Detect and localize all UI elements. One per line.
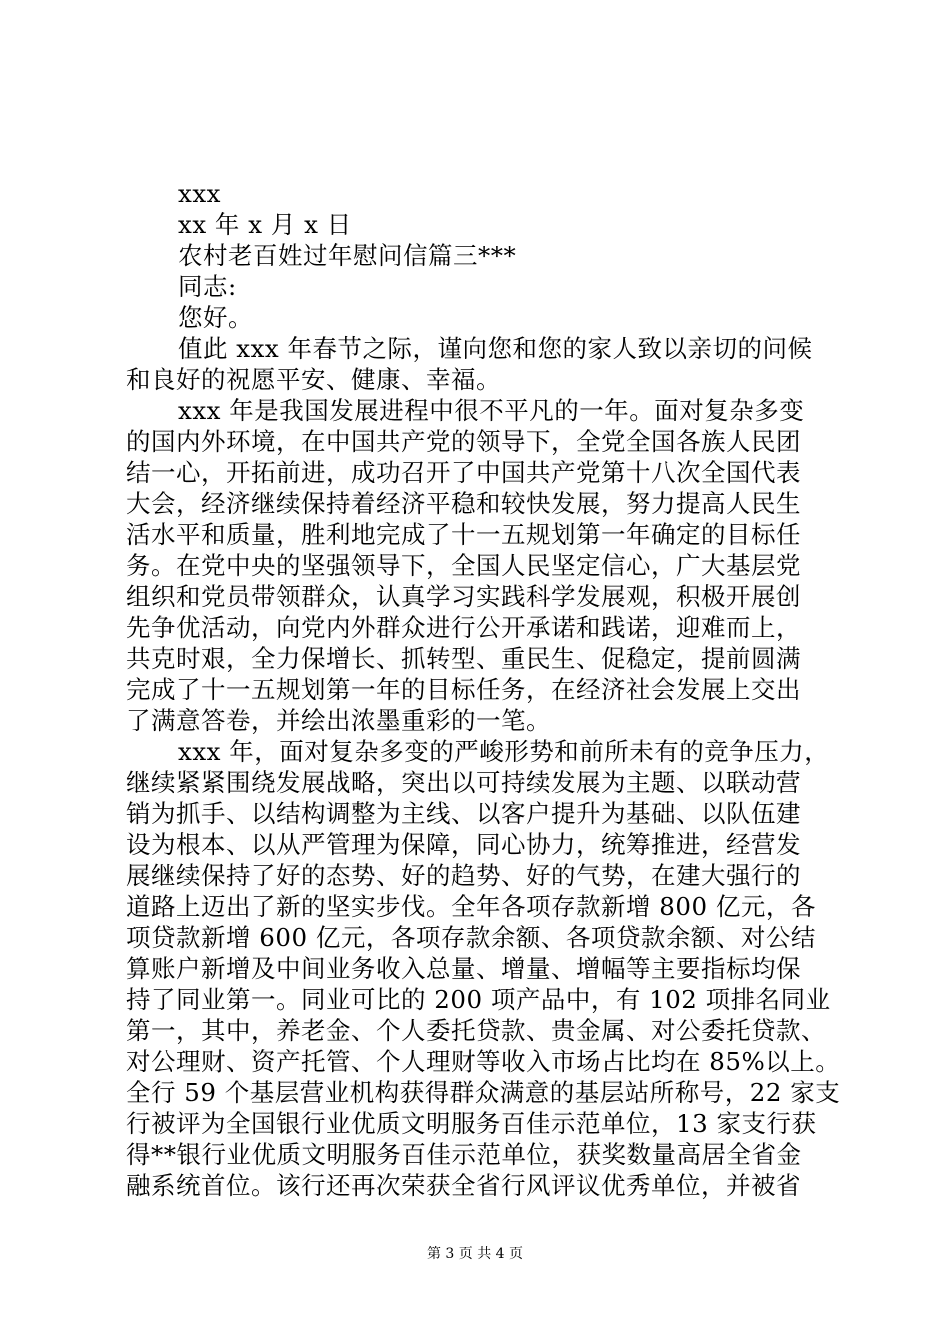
text-line: 项贷款新增 600 亿元，各项存款余额、各项贷款余额、对公结 xyxy=(126,923,816,952)
paragraph-2 xyxy=(126,395,856,736)
text-line: 和良好的祝愿平安、健康、幸福。 xyxy=(126,365,501,394)
letter-title: 农村老百姓过年慰问信篇三*** xyxy=(178,241,517,270)
text-line: 共克时艰，全力保增长、抓转型、重民生、促稳定，提前圆满 xyxy=(126,644,801,673)
text-line: 全行 59 个基层营业机构获得群众满意的基层站所称号，22 家支 xyxy=(126,1078,841,1107)
text-line: 继续紧紧围绕发展战略，突出以可持续发展为主题、以联动营 xyxy=(126,768,801,797)
text-line: 融系统首位。该行还再次荣获全省行风评议优秀单位，并被省 xyxy=(126,1171,801,1200)
text-line: 设为根本、以从严管理为保障，同心协力，统筹推进，经营发 xyxy=(126,830,801,859)
text-line: 第一，其中，养老金、个人委托贷款、贵金属、对公委托贷款、 xyxy=(126,1016,826,1045)
text-line: 展继续保持了好的态势、好的趋势、好的气势，在建大强行的 xyxy=(126,861,801,890)
text-line: 务。在党中央的坚强领导下，全国人民坚定信心，广大基层党 xyxy=(126,551,801,580)
text-line: 持了同业第一。同业可比的 200 项产品中，有 102 项排名同业 xyxy=(126,985,831,1014)
letter-date: xx 年 x 月 x 日 xyxy=(178,210,352,239)
signature-name: xxx xyxy=(178,179,221,208)
text-line: 先争优活动，向党内外群众进行公开承诺和践诺，迎难而上， xyxy=(126,613,801,642)
text-line: 完成了十一五规划第一年的目标任务，在经济社会发展上交出 xyxy=(126,675,801,704)
text-line: 的国内外环境，在中国共产党的领导下，全党全国各族人民团 xyxy=(126,427,801,456)
text-line: 活水平和质量，胜利地完成了十一五规划第一年确定的目标任 xyxy=(126,520,801,549)
page-footer: 第 3 页 共 4 页 xyxy=(426,1246,524,1262)
greeting: 您好。 xyxy=(178,303,253,332)
text-line: 得**银行业优质文明服务百佳示范单位，获奖数量高居全省金 xyxy=(126,1140,802,1169)
letter-body xyxy=(126,178,856,1201)
paragraph-1 xyxy=(126,333,856,395)
text-line: xxx 年是我国发展进程中很不平凡的一年。面对复杂多变 xyxy=(178,396,805,425)
text-line: 道路上迈出了新的坚实步伐。全年各项存款新增 800 亿元，各 xyxy=(126,892,816,921)
text-line: 算账户新增及中间业务收入总量、增量、增幅等主要指标均保 xyxy=(126,954,801,983)
text-line: 结一心，开拓前进，成功召开了中国共产党第十八次全国代表 xyxy=(126,458,801,487)
text-line: 了满意答卷，并绘出浓墨重彩的一笔。 xyxy=(126,706,551,735)
text-line: 大会，经济继续保持着经济平稳和较快发展，努力提高人民生 xyxy=(126,489,801,518)
paragraph-3 xyxy=(126,736,856,1201)
text-line: xxx 年，面对复杂多变的严峻形势和前所未有的竞争压力， xyxy=(178,737,830,766)
text-line: 行被评为全国银行业优质文明服务百佳示范单位，13 家支行获 xyxy=(126,1109,817,1138)
salutation: 同志: xyxy=(178,272,237,301)
text-line: 对公理财、资产托管、个人理财等收入市场占比均在 85%以上。 xyxy=(126,1047,841,1076)
text-line: 销为抓手、以结构调整为主线、以客户提升为基础、以队伍建 xyxy=(126,799,801,828)
text-line: 组织和党员带领群众，认真学习实践科学发展观，积极开展创 xyxy=(126,582,801,611)
text-line: 值此 xxx 年春节之际，谨向您和您的家人致以亲切的问候 xyxy=(178,334,813,363)
